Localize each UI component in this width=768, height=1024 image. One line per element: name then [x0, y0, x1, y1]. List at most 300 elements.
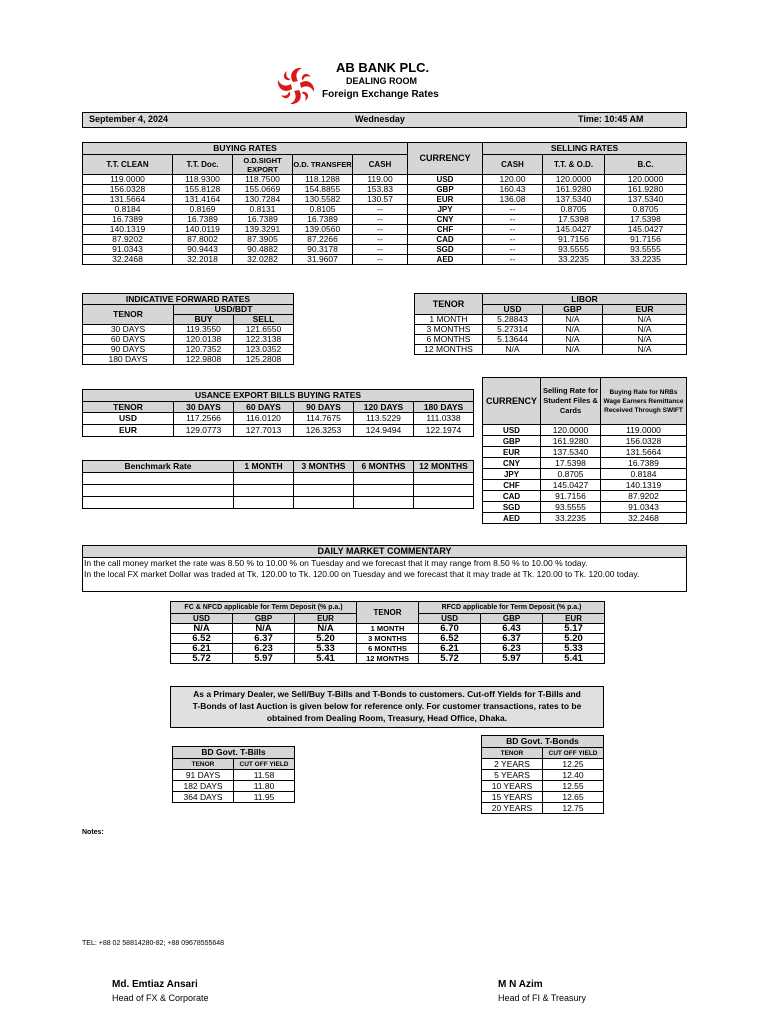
signatory-2-title: Head of FI & Treasury [498, 993, 587, 1003]
table-cell: 0.8184 [83, 205, 173, 215]
fx-rate-row [83, 205, 687, 215]
student-nrb-table [482, 377, 687, 524]
table-cell: 17.5398 [541, 458, 601, 469]
table-cell: 119.00 [353, 175, 408, 185]
table-cell: 93.5555 [541, 502, 601, 513]
table-cell: N/A [543, 345, 603, 355]
table-cell: 118.9300 [173, 175, 233, 185]
notice-line-2: T-Bonds of last Auction is given below for reference only. For customer transactions, rates to be [192, 701, 582, 711]
table-cell: 118.7500 [233, 175, 293, 185]
table-cell: N/A [543, 325, 603, 335]
table-cell: CHF [483, 480, 541, 491]
table-cell: -- [483, 215, 543, 225]
table-cell: 5.20 [295, 634, 357, 644]
table-cell: 6.23 [233, 644, 295, 654]
deposit-row [171, 654, 605, 664]
table-cell: 120.7352 [174, 345, 234, 355]
table-cell: 131.5664 [83, 195, 173, 205]
table-cell: N/A [603, 315, 687, 325]
table-cell: 137.5340 [541, 447, 601, 458]
table-cell: 11.95 [234, 792, 295, 803]
forward-rate-row [83, 325, 294, 335]
table-cell: 33.2235 [543, 255, 605, 265]
table-cell: 161.9280 [543, 185, 605, 195]
table-cell: 91.7156 [605, 235, 687, 245]
table-cell: 122.3138 [234, 335, 294, 345]
table-cell: 131.5664 [601, 447, 687, 458]
table-cell: 140.0119 [173, 225, 233, 235]
table-cell: CNY [408, 215, 483, 225]
fx-rate-row [83, 245, 687, 255]
table-cell: 114.7675 [294, 413, 354, 425]
rfcd-col-header: USD [419, 614, 481, 624]
table-cell: 139.3291 [233, 225, 293, 235]
student-rate-row [483, 425, 687, 436]
col-tt-doc: T.T. Doc. [173, 155, 233, 175]
table-cell: 6.37 [481, 634, 543, 644]
student-currency-header: CURRENCY [483, 378, 541, 425]
table-cell: 153.83 [353, 185, 408, 195]
table-cell: -- [353, 215, 408, 225]
table-cell: SGD [483, 502, 541, 513]
tbills-title: BD Govt. T-Bills [173, 747, 295, 759]
usance-col-header: 120 DAYS [354, 402, 414, 413]
table-cell: 145.0427 [543, 225, 605, 235]
table-cell: N/A [543, 315, 603, 325]
table-cell: -- [353, 235, 408, 245]
tbills-yield-header: CUT OFF YIELD [234, 759, 295, 770]
tbill-row [173, 770, 295, 781]
nrb-buying-header: Buying Rate for NRBs Wage Earners Remittance Received Through SWIFT [601, 378, 687, 425]
usance-row [83, 413, 474, 425]
table-cell: 91.0343 [601, 502, 687, 513]
table-cell: USD [83, 413, 174, 425]
forward-buy-header: BUY [174, 315, 234, 325]
tbond-row [482, 792, 604, 803]
table-cell: 32.2468 [83, 255, 173, 265]
table-cell: 16.7389 [83, 215, 173, 225]
table-cell: 140.1319 [601, 480, 687, 491]
department-name: DEALING ROOM [346, 76, 417, 86]
col-buy-cash: CASH [353, 155, 408, 175]
table-cell: 155.0669 [233, 185, 293, 195]
fx-rate-row [83, 215, 687, 225]
table-cell: 6.52 [171, 634, 233, 644]
table-cell: 6.21 [419, 644, 481, 654]
forward-rate-row [83, 335, 294, 345]
table-cell: -- [483, 255, 543, 265]
fx-rate-row [83, 195, 687, 205]
table-cell: 6.43 [481, 624, 543, 634]
student-rate-row [483, 513, 687, 524]
table-cell: -- [353, 245, 408, 255]
table-cell: CAD [408, 235, 483, 245]
table-cell: 3 MONTHS [357, 634, 419, 644]
table-cell: N/A [603, 335, 687, 345]
libor-row [415, 315, 687, 325]
table-cell: EUR [83, 425, 174, 437]
benchmark-col-header: 1 MONTH [234, 461, 294, 473]
table-cell: 116.0120 [234, 413, 294, 425]
rfcd-col-header: EUR [543, 614, 605, 624]
telephone-line: TEL: +88 02 58814280-82; +88 09678555648 [82, 940, 225, 947]
tbond-row [482, 803, 604, 814]
table-cell: 12.55 [543, 781, 604, 792]
market-commentary [82, 545, 687, 592]
table-cell: 0.8705 [605, 205, 687, 215]
tbills-table [172, 746, 295, 803]
signatory-1-name: Md. Emtiaz Ansari [112, 979, 198, 990]
table-cell: 91.7156 [541, 491, 601, 502]
page-title: Foreign Exchange Rates [322, 89, 439, 100]
table-cell: 5.41 [295, 654, 357, 664]
table-cell: 12.40 [543, 770, 604, 781]
table-cell: 91.0343 [83, 245, 173, 255]
table-cell: -- [483, 235, 543, 245]
table-cell: 17.5398 [543, 215, 605, 225]
table-cell: -- [353, 225, 408, 235]
table-cell: 5 YEARS [482, 770, 543, 781]
fx-rate-row [83, 225, 687, 235]
table-cell: 119.0000 [601, 425, 687, 436]
table-cell: 3 MONTHS [415, 325, 483, 335]
forward-rate-row [83, 345, 294, 355]
deposit-tenor-header: TENOR [357, 602, 419, 624]
selling-rates-header: SELLING RATES [483, 143, 687, 155]
table-cell: 16.7389 [293, 215, 353, 225]
table-cell: 16.7389 [173, 215, 233, 225]
table-cell: N/A [603, 325, 687, 335]
libor-tenor-header: TENOR [415, 294, 483, 315]
table-cell: 12.65 [543, 792, 604, 803]
table-cell: 12.75 [543, 803, 604, 814]
table-cell: 12 MONTHS [357, 654, 419, 664]
table-cell: 119.3550 [174, 325, 234, 335]
table-cell: JPY [483, 469, 541, 480]
table-cell: 5.72 [171, 654, 233, 664]
rfcd-title: RFCD applicable for Term Deposit (% p.a.) [419, 602, 605, 614]
table-cell: 111.0338 [414, 413, 474, 425]
benchmark-col-header: 6 MONTHS [354, 461, 414, 473]
usance-col-header: 60 DAYS [234, 402, 294, 413]
table-cell: 5.28843 [483, 315, 543, 325]
table-cell: 126.3253 [294, 425, 354, 437]
table-cell: AED [483, 513, 541, 524]
table-cell: CHF [408, 225, 483, 235]
forward-pair-header: USD/BDT [174, 305, 294, 315]
table-cell: 90 DAYS [83, 345, 174, 355]
fx-rate-row [83, 185, 687, 195]
deposit-row [171, 624, 605, 634]
table-cell: N/A [171, 624, 233, 634]
table-cell: 12 MONTHS [415, 345, 483, 355]
bank-logo [276, 66, 316, 106]
report-time: Time: 10:45 AM [578, 114, 644, 124]
usance-table [82, 389, 474, 437]
table-cell: 11.80 [234, 781, 295, 792]
student-rate-row [483, 502, 687, 513]
table-cell: 120.0138 [174, 335, 234, 345]
table-cell: 12.25 [543, 759, 604, 770]
student-rate-row [483, 469, 687, 480]
date-bar [82, 112, 687, 128]
table-cell: GBP [408, 185, 483, 195]
table-cell: N/A [483, 345, 543, 355]
table-cell: 1 MONTH [357, 624, 419, 634]
libor-row [415, 335, 687, 345]
bank-logo-icon [276, 66, 316, 106]
notice-line-1: As a Primary Dealer, we Sell/Buy T-Bills and T-Bonds to customers. Cut-off Yields for T-Bills and [193, 689, 581, 699]
table-cell: 5.20 [543, 634, 605, 644]
table-cell: 15 YEARS [482, 792, 543, 803]
libor-row [415, 345, 687, 355]
table-cell: 137.5340 [605, 195, 687, 205]
commentary-line-1: In the call money market the rate was 8.50 % to 10.00 % on Tuesday and we forecast that it may range from 8.50 % to 10.00 % today. [84, 558, 588, 568]
benchmark-row [83, 497, 474, 509]
table-cell: EUR [483, 447, 541, 458]
libor-col-eur: EUR [603, 305, 687, 315]
table-cell: 118.1288 [293, 175, 353, 185]
usance-col-header: 30 DAYS [174, 402, 234, 413]
commentary-title: DAILY MARKET COMMENTARY [83, 546, 686, 558]
table-cell: 154.8855 [293, 185, 353, 195]
table-cell: 32.2018 [173, 255, 233, 265]
table-cell: 1 MONTH [415, 315, 483, 325]
fx-rate-row [83, 175, 687, 185]
table-cell: 5.27314 [483, 325, 543, 335]
student-rate-row [483, 480, 687, 491]
table-cell: 87.9202 [601, 491, 687, 502]
libor-title: LIBOR [483, 294, 687, 305]
tbill-row [173, 781, 295, 792]
table-cell: 6 MONTHS [415, 335, 483, 345]
table-cell: 180 DAYS [83, 355, 174, 365]
table-cell: N/A [603, 345, 687, 355]
table-cell: -- [353, 255, 408, 265]
table-cell: 87.3905 [233, 235, 293, 245]
table-cell: 145.0427 [541, 480, 601, 491]
table-cell: 90.9443 [173, 245, 233, 255]
table-cell: 5.97 [481, 654, 543, 664]
signatory-1-title: Head of FX & Corporate [112, 993, 209, 1003]
table-cell: N/A [295, 624, 357, 634]
benchmark-col-header: 3 MONTHS [294, 461, 354, 473]
table-cell: 60 DAYS [83, 335, 174, 345]
table-cell: 87.2266 [293, 235, 353, 245]
table-cell: EUR [408, 195, 483, 205]
signatory-2-name: M N Azim [498, 979, 543, 990]
benchmark-row [83, 473, 474, 485]
fx-rate-row [83, 255, 687, 265]
table-cell: 124.9494 [354, 425, 414, 437]
col-sell-bc: B.C. [605, 155, 687, 175]
table-cell: 120.0000 [605, 175, 687, 185]
col-tt-clean: T.T. CLEAN [83, 155, 173, 175]
table-cell: 16.7389 [601, 458, 687, 469]
table-cell: 122.9808 [174, 355, 234, 365]
table-cell: -- [483, 225, 543, 235]
table-cell: 0.8705 [541, 469, 601, 480]
table-cell: GBP [483, 436, 541, 447]
table-cell: 0.8169 [173, 205, 233, 215]
benchmark-table [82, 460, 474, 509]
benchmark-col-header: 12 MONTHS [414, 461, 474, 473]
table-cell: 5.33 [295, 644, 357, 654]
table-cell: 129.0773 [174, 425, 234, 437]
table-cell: 130.57 [353, 195, 408, 205]
table-cell: AED [408, 255, 483, 265]
table-cell: 31.9607 [293, 255, 353, 265]
table-cell: 125.2808 [234, 355, 294, 365]
table-cell: 156.0328 [83, 185, 173, 195]
table-cell: 17.5398 [605, 215, 687, 225]
table-cell: 117.2566 [174, 413, 234, 425]
fc-col-header: USD [171, 614, 233, 624]
table-cell: 6.37 [233, 634, 295, 644]
table-cell: USD [408, 175, 483, 185]
col-od-sight-export: O.D.SIGHT EXPORT [233, 155, 293, 175]
table-cell: 33.2235 [541, 513, 601, 524]
table-cell: 127.7013 [234, 425, 294, 437]
student-rate-row [483, 436, 687, 447]
fx-rate-row [83, 235, 687, 245]
col-sell-cash: CASH [483, 155, 543, 175]
deposit-row [171, 634, 605, 644]
table-cell: 136.08 [483, 195, 543, 205]
table-cell: -- [353, 205, 408, 215]
table-cell: 6 MONTHS [357, 644, 419, 654]
table-cell: CAD [483, 491, 541, 502]
report-weekday: Wednesday [355, 114, 405, 124]
notes-label: Notes: [82, 829, 104, 836]
tbond-row [482, 770, 604, 781]
forward-rate-row [83, 355, 294, 365]
col-sell-tt-od: T.T. & O.D. [543, 155, 605, 175]
table-cell: 140.1319 [83, 225, 173, 235]
tbonds-table [481, 735, 604, 814]
table-cell: 16.7389 [233, 215, 293, 225]
table-cell: 6.21 [171, 644, 233, 654]
table-cell: 131.4164 [173, 195, 233, 205]
tbond-row [482, 781, 604, 792]
libor-row [415, 325, 687, 335]
usance-col-header: 90 DAYS [294, 402, 354, 413]
table-cell: 123.0352 [234, 345, 294, 355]
table-cell: 160.43 [483, 185, 543, 195]
table-cell: 11.58 [234, 770, 295, 781]
forward-tenor-header: TENOR [83, 305, 174, 325]
tbonds-tenor-header: TENOR [482, 748, 543, 759]
deposit-row [171, 644, 605, 654]
table-cell: 130.5582 [293, 195, 353, 205]
usance-col-header: 180 DAYS [414, 402, 474, 413]
table-cell: 90.3178 [293, 245, 353, 255]
table-cell: 137.5340 [543, 195, 605, 205]
table-cell: SGD [408, 245, 483, 255]
benchmark-col-header: Benchmark Rate [83, 461, 234, 473]
fc-col-header: GBP [233, 614, 295, 624]
table-cell: 161.9280 [605, 185, 687, 195]
forward-sell-header: SELL [234, 315, 294, 325]
table-cell: 122.1974 [414, 425, 474, 437]
table-cell: 113.5229 [354, 413, 414, 425]
table-cell: 20 YEARS [482, 803, 543, 814]
tbill-row [173, 792, 295, 803]
libor-table [414, 293, 687, 355]
table-cell: 145.0427 [605, 225, 687, 235]
table-cell: 2 YEARS [482, 759, 543, 770]
table-cell: 121.6550 [234, 325, 294, 335]
table-cell: 119.0000 [83, 175, 173, 185]
table-cell: 91.7156 [543, 235, 605, 245]
table-cell: 93.5555 [605, 245, 687, 255]
table-cell: 139.0560 [293, 225, 353, 235]
table-cell: 93.5555 [543, 245, 605, 255]
table-cell: 6.52 [419, 634, 481, 644]
libor-col-gbp: GBP [543, 305, 603, 315]
table-cell: N/A [543, 335, 603, 345]
usance-col-header: TENOR [83, 402, 174, 413]
primary-dealer-notice [170, 686, 604, 728]
notice-line-3: obtained from Dealing Room, Treasury, Head Office, Dhaka. [266, 713, 508, 723]
fx-rates-table [82, 142, 687, 265]
table-cell: 5.72 [419, 654, 481, 664]
table-cell: 33.2235 [605, 255, 687, 265]
table-cell: 5.33 [543, 644, 605, 654]
tbonds-yield-header: CUT OFF YIELD [543, 748, 604, 759]
table-cell: 91 DAYS [173, 770, 234, 781]
table-cell: 5.41 [543, 654, 605, 664]
table-cell: 0.8131 [233, 205, 293, 215]
table-cell: 120.0000 [543, 175, 605, 185]
table-cell: 120.00 [483, 175, 543, 185]
table-cell: 156.0328 [601, 436, 687, 447]
table-cell: 364 DAYS [173, 792, 234, 803]
table-cell: 87.9202 [83, 235, 173, 245]
fc-nfcd-title: FC & NFCD applicable for Term Deposit (% p.a.) [171, 602, 357, 614]
table-cell: 32.0282 [233, 255, 293, 265]
table-cell: 5.97 [233, 654, 295, 664]
table-cell: -- [483, 245, 543, 255]
table-cell: 5.13644 [483, 335, 543, 345]
table-cell: 6.70 [419, 624, 481, 634]
table-cell: -- [483, 205, 543, 215]
tbills-tenor-header: TENOR [173, 759, 234, 770]
table-cell: 161.9280 [541, 436, 601, 447]
bank-name: AB BANK PLC. [336, 60, 430, 75]
table-cell: 0.8105 [293, 205, 353, 215]
table-cell: 155.8128 [173, 185, 233, 195]
table-cell: 32.2468 [601, 513, 687, 524]
student-rate-row [483, 447, 687, 458]
table-cell: JPY [408, 205, 483, 215]
term-deposit-table [170, 601, 605, 664]
fc-col-header: EUR [295, 614, 357, 624]
currency-header: CURRENCY [408, 143, 483, 175]
table-cell: 30 DAYS [83, 325, 174, 335]
table-cell: 120.0000 [541, 425, 601, 436]
commentary-line-2: In the local FX market Dollar was traded at Tk. 120.00 to Tk. 120.00 on Tuesday and we forecast that it may trade at Tk. 120.00 to Tk. 120.00 today. [84, 569, 640, 579]
table-cell: 130.7284 [233, 195, 293, 205]
table-cell: 5.17 [543, 624, 605, 634]
table-cell: N/A [233, 624, 295, 634]
student-selling-header: Selling Rate for Student Files & Cards [541, 378, 601, 425]
forward-rates-title: INDICATIVE FORWARD RATES [83, 294, 294, 305]
table-cell: 87.8002 [173, 235, 233, 245]
table-cell: 0.8184 [601, 469, 687, 480]
table-cell: 90.4882 [233, 245, 293, 255]
table-cell: USD [483, 425, 541, 436]
